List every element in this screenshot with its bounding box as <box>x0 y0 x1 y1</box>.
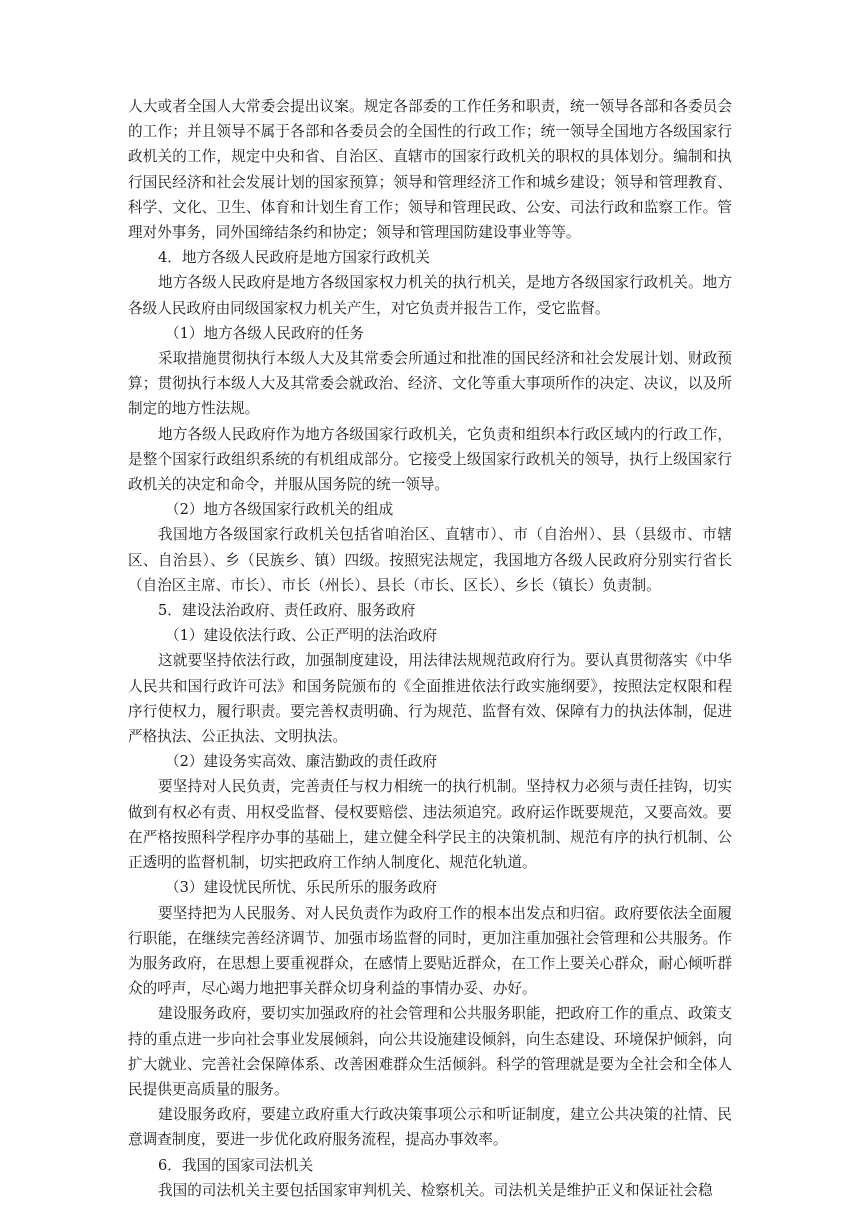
paragraph: 我国地方各级国家行政机关包括省咱治区、直辖市）、市（自治州）、县（县级市、市辖区、自治县）、乡（民族乡、镇）四级。按照宪法规定，我国地方各级人民政府分别实行省长（自治区主席、市长）、市长（州长）、县长（市长、区长）、乡长（镇长）负责制。 <box>128 526 732 594</box>
section-heading: 4．地方各级人民政府是地方国家行政机关 <box>158 249 430 267</box>
paragraph: 采取措施贯彻执行本级人大及其常委会所通过和批准的国民经济和社会发展计划、财政预算；贯彻执行本级人大及其常委会就政治、经济、文化等重大事项所作的决定、决议，以及所制定的地方性法规。 <box>128 350 732 418</box>
section-heading: 5．建设法治政府、责任政府、服务政府 <box>158 602 416 620</box>
subsection-heading: （2）地方各级国家行政机关的组成 <box>165 501 394 519</box>
paragraph: 这就要坚持依法行政，加强制度建设，用法律法规规范政府行为。要认真贯彻落实《中华人民共和国行政许可法》和国务院颁布的《全面推进依法行政实施纲要》，按照法定权限和程序行使权力，履行职责。要完善权责明确、行为规范、监督有效、保障有力的执法体制，促进严格执法、公正执法、文明执法。 <box>128 652 732 746</box>
subsection-heading: （1）地方各级人民政府的任务 <box>165 324 365 342</box>
paragraph: 建设服务政府，要切实加强政府的社会管理和公共服务职能，把政府工作的重点、政策支持的重点进一步向社会事业发展倾斜，向公共设施建设倾斜，向生态建设、环境保护倾斜，向扩大就业、完善社会保障体系、改善困难群众生活倾斜。科学的管理就是要为全社会和全体人民提供更高质量的服务。 <box>128 1005 732 1098</box>
subsection-heading: （2）建设务实高效、廉洁勤政的责任政府 <box>165 753 437 771</box>
document-body <box>128 94 732 1203</box>
paragraph: 地方各级人民政府是地方各级国家权力机关的执行机关，是地方各级国家行政机关。地方各级人民政府由同级国家权力机关产生，对它负责并报告工作，受它监督。 <box>128 274 732 317</box>
paragraph: 要坚持对人民负责，完善责任与权力相统一的执行机制。坚持权力必须与责任挂钩，切实做到有权必有责、用权受监督、侵权要赔偿、违法须追究。政府运作既要规范，又要高效。要在严格按照科学程序办事的基础上，建立健全科学民主的决策机制、规范有序的执行机制、公正透明的监督机制，切实把政府工作纳人制度化、规范化轨道。 <box>128 778 732 872</box>
paragraph: 建设服务政府，要建立政府重大行政决策事项公示和听证制度，建立公共决策的社情、民意调查制度，要进一步优化政府服务流程，提高办事效率。 <box>128 1106 732 1149</box>
paragraph: 地方各级人民政府作为地方各级国家行政机关，它负责和组织本行政区域内的行政工作，是整个国家行政组织系统的有机组成部分。它接受上级国家行政机关的领导，执行上级国家行政机关的决定和命令，并服从国务院的统一领导。 <box>128 425 732 494</box>
paragraph: 人大或者全国人大常委会提出议案。规定各部委的工作任务和职责，统一领导各部和各委员会的工作；并且领导不属于各部和各委员会的全国性的行政工作；统一领导全国地方各级国家行政机关的工作，规定中央和省、自治区、直辖市的国家行政机关的职权的具体划分。编制和执行国民经济和社会发展计划的国家预算；领导和管理经济工作和城乡建设；领导和管理教育、科学、文化、卫生、体育和计划生育工作；领导和管理民政、公安、司法行政和监察工作。管理对外事务，同外国缔结条约和协定；领导和管理国防建设事业等等。 <box>128 98 732 242</box>
paragraph: 要坚持把为人民服务、对人民负责作为政府工作的根本出发点和归宿。政府要依法全面履行职能，在继续完善经济调节、加强市场监督的同时，更加注重加强社会管理和公共服务。作为服务政府，在思想上要重视群众，在感情上要贴近群众，在工作上要关心群众，耐心倾听群众的呼声，尽心竭力地把事关群众切身利益的事情办妥、办好。 <box>128 904 732 998</box>
section-heading: 6．我国的国家司法机关 <box>158 1156 314 1174</box>
paragraph: 我国的司法机关主要包括国家审判机关、检察机关。司法机关是维护正义和保证社会稳 <box>158 1181 713 1199</box>
subsection-heading: （3）建设忧民所忧、乐民所乐的服务政府 <box>165 879 437 897</box>
subsection-heading: （1）建设依法行政、公正严明的法治政府 <box>165 627 437 645</box>
